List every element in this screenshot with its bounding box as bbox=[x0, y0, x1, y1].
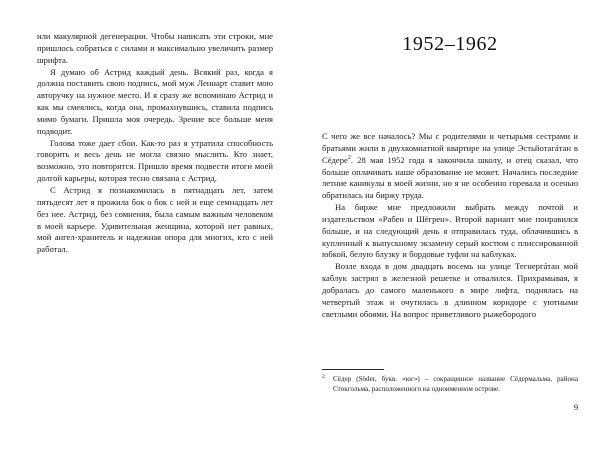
footnote bbox=[322, 374, 578, 394]
page-number: 9 bbox=[573, 403, 578, 412]
left-page-textblock bbox=[37, 31, 273, 256]
paragraph: С Астрид я познакомилась в пятнадцать лет, затем пятьдесят лет я прожила бок о бок с ней и еще семнадцать лет без нее. Астрид, без сомнения, была самым важным человеком в моей карьере. Удивительная женщина, которой нет равных, мой ангел-хранитель и надежная опора для многих, кто с ней работал. bbox=[37, 184, 273, 255]
footnote-reference[interactable]: 2 bbox=[347, 154, 351, 161]
paragraph: или макулярной дегенерации. Чтобы написать эти строки, мне пришлось собраться с силами и максимально увеличить размер шрифта. bbox=[37, 31, 273, 65]
footnote-area bbox=[322, 369, 578, 394]
paragraph bbox=[322, 131, 578, 202]
paragraph: Голова тоже дает сбои. Как-то раз я утратила способность говорить и весь день не могла связно мыслить. Кто знает, возможно, это повторится. Пришло время подвести итоги моей долгой карьеры, которая тесно связана с Астрид. bbox=[37, 137, 273, 184]
chapter-heading: 1952–1962 bbox=[402, 33, 498, 55]
footnote-text: Сёдер (Söder, букв. «юг») – сокращенное название Сёдермальма, района Стокгольма, расположенного на одноименном острове. bbox=[333, 375, 578, 394]
paragraph-text: Возле входа в дом двадцать восемь на улице Тегнергáтан мой каблук застрял в железной решетке и отвалился. Прихрамывая, я добралась до самого маленького в мире лифта, поднялась на четвертый этаж и очутилась в длинном коридоре с уютными светлыми обоями. На вопрос приветливого рыжебородого bbox=[322, 261, 578, 319]
right-page-textblock bbox=[322, 131, 578, 321]
footnote-number: 2 bbox=[322, 374, 325, 381]
paragraph bbox=[322, 202, 578, 261]
paragraph-text: На бирже мне предложили выбрать между почтой и издательством «Рабен и Шёгрен». Второй вариант мне понравился больше, и на следующий день я отправилась туда, облачившись в купленный к выпускному экзамену серый костюм с плиссированной юбкой, белую блузку и бордовые туфли на каблуках. bbox=[322, 202, 578, 260]
paragraph: Я думаю об Астрид каждый день. Всякий раз, когда я должна поставить свою подпись, мой муж Леннарт ставит мою авторучку на нужное место. И я сразу же вспоминаю Астрид и как мы смеялись, когда она, промахнувшись, ставила подпись мимо бумаги. Пришла моя очередь. Зрение все больше меня подводит. bbox=[37, 66, 273, 136]
footnote-separator-rule bbox=[322, 369, 384, 370]
paragraph bbox=[322, 261, 578, 320]
paragraph-text-cont: . 28 мая 1952 года я закончила школу, и отец сказал, что больше оплачивать наше образование не может. Начались последние летние каникулы в моей жизни, но я не особенно горевала и осенью обратилась на биржу труда. bbox=[322, 154, 578, 201]
right-page bbox=[300, 0, 600, 462]
paragraph-text: С чего же все началось? Мы с родителями и четырьмя сестрами и братьями жили в двухкомнатной квартире на улице Эстьйотагáтан в Сёдере bbox=[322, 131, 578, 165]
